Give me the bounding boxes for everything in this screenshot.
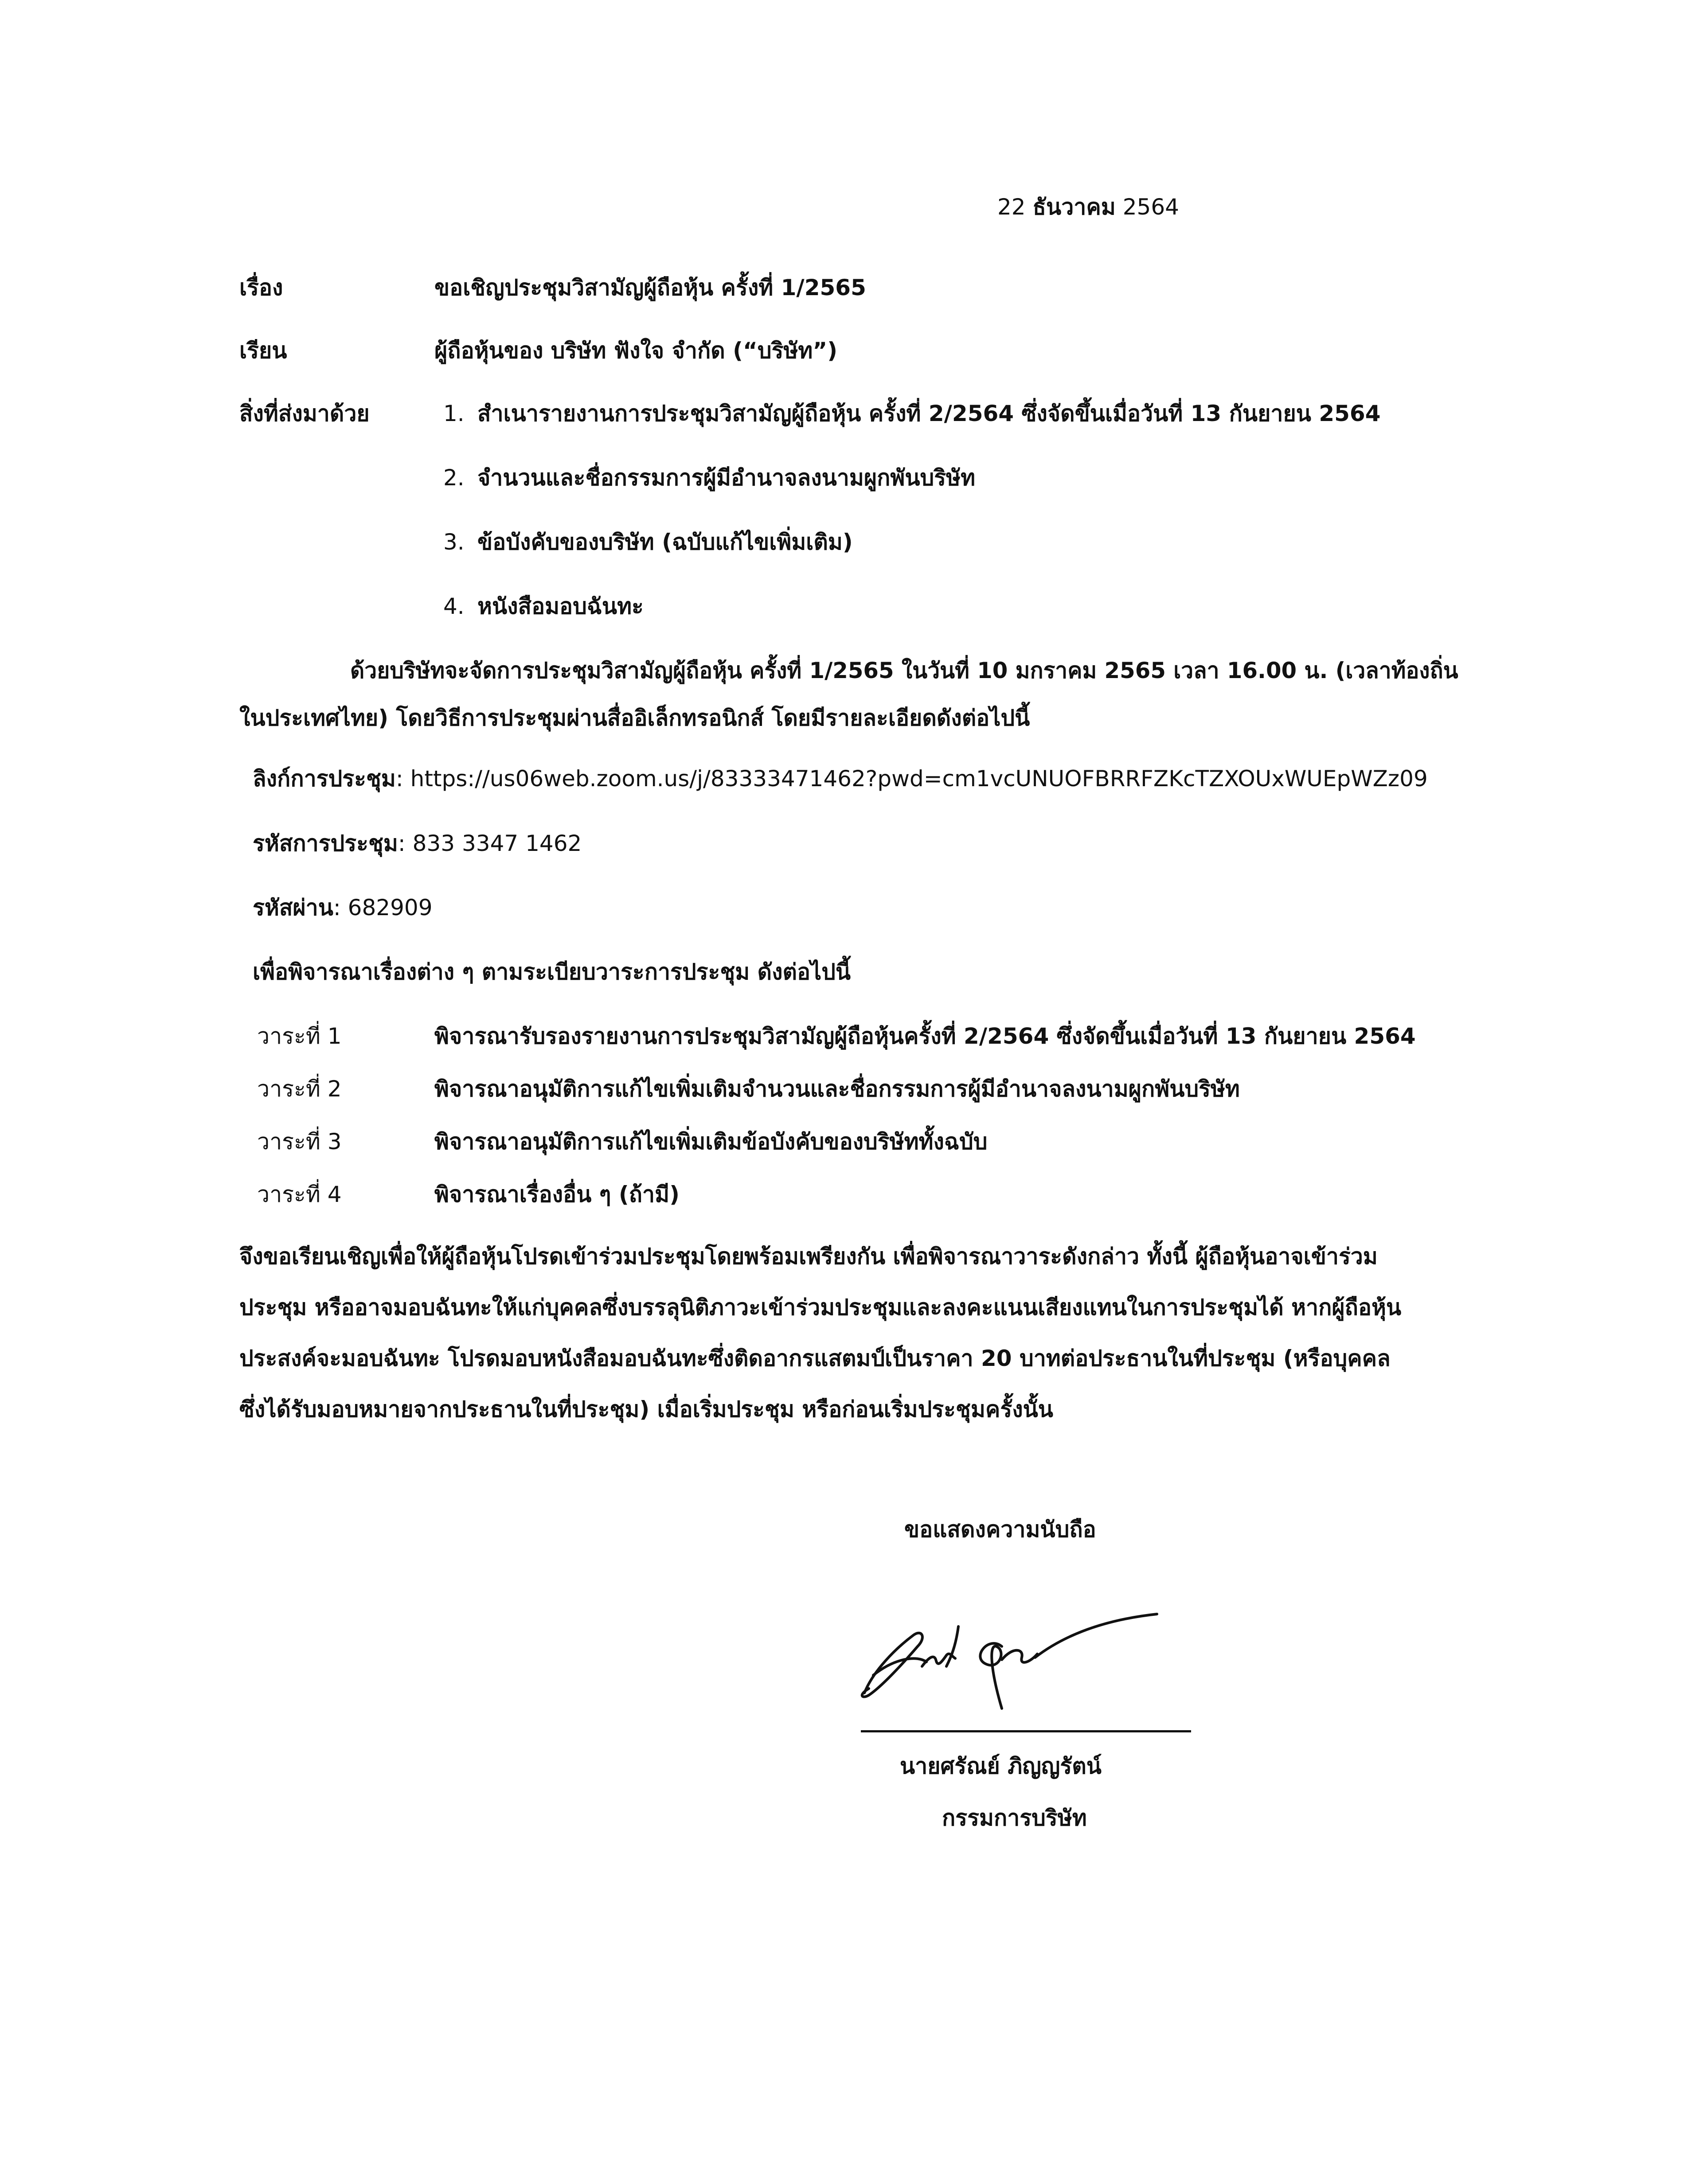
enclosure-number: 2. [443,465,465,491]
agenda-item: พิจารณาเรื่องอื่น ๆ (ถ้ามี) [434,1182,680,1207]
agenda-item: พิจารณารับรองรายงานการประชุมวิสามัญผู้ถือหุ้นครั้งที่ 2/2564 ซึ่งจัดขึ้นเมื่อวันที่ 13 กันยายน 2564 [434,1023,1416,1049]
letter-date [997,191,1179,222]
agenda-label: วาระที่ 3 [257,1129,342,1154]
closing-line: ประชุม หรืออาจมอบฉันทะให้แก่บุคคลซึ่งบรรลุนิติภาวะเข้าร่วมประชุมและลงคะแนนเสียงแทนในการประชุมได้ หากผู้ถือหุ้น [239,1295,1402,1320]
enclosure-item: จำนวนและชื่อกรรมการผู้มีอำนาจลงนามผูกพันบริษัท [477,465,976,491]
meeting-password-row: รหัสผ่าน: 682909 [253,895,433,920]
enclosures-label: สิ่งที่ส่งมาด้วย [239,401,370,426]
intro-line-2: ในประเทศไทย) โดยวิธีการประชุมผ่านสื่ออิเล็กทรอนิกส์ โดยมีรายละเอียดดังต่อไปนี้ [239,705,1030,731]
handwritten-signature [856,1604,1192,1737]
agenda-intro: เพื่อพิจารณาเรื่องต่าง ๆ ตามระเบียบวาระการประชุม ดังต่อไปนี้ [253,959,851,985]
enclosure-item: สำเนารายงานการประชุมวิสามัญผู้ถือหุ้น ครั้งที่ 2/2564 ซึ่งจัดขึ้นเมื่อวันที่ 13 กันยายน 2564 [477,401,1381,426]
recipient-defined-term: บริษัท [757,338,813,363]
recipient-label: เรียน [239,338,287,363]
meeting-link[interactable]: https://us06web.zoom.us/j/83333471462?pwd=cm1vcUNUOFBRRFZKcTZXOUxWUEpWZz09 [410,766,1428,792]
meeting-password: 682909 [348,895,433,920]
closing-line: จึงขอเรียนเชิญเพื่อให้ผู้ถือหุ้นโปรดเข้าร่วมประชุมโดยพร้อมเพรียงกัน เพื่อพิจารณาวาระดังกล่าว ทั้งนี้ ผู้ถือหุ้นอาจเข้าร่วม [239,1244,1378,1269]
agenda-item: พิจารณาอนุมัติการแก้ไขเพิ่มเติมจำนวนและชื่อกรรมการผู้มีอำนาจลงนามผูกพันบริษัท [434,1076,1240,1102]
meeting-password-label: รหัสผ่าน [253,895,333,920]
enclosure-item: หนังสือมอบฉันทะ [477,593,644,619]
agenda-item: พิจารณาอนุมัติการแก้ไขเพิ่มเติมข้อบังคับของบริษัททั้งฉบับ [434,1129,988,1154]
meeting-id-row: รหัสการประชุม: 833 3347 1462 [253,831,582,856]
enclosure-number: 4. [443,593,465,619]
meeting-link-label: ลิงก์การประชุม [253,766,396,792]
intro-line-1: ด้วยบริษัทจะจัดการประชุมวิสามัญผู้ถือหุ้น ครั้งที่ 1/2565 ในวันที่ 10 มกราคม 2565 เวลา 16.00 น. (เวลาท้องถิ่น [350,658,1458,683]
meeting-id: 833 3347 1462 [412,831,582,856]
signatory-name: นายศรัณย์ ภิญญรัตน์ [900,1753,1102,1779]
date-year: 2564 [1122,194,1179,220]
subject-text: ขอเชิญประชุมวิสามัญผู้ถือหุ้น ครั้งที่ 1/2565 [434,275,866,300]
meeting-link-row: ลิงก์การประชุม: https://us06web.zoom.us/j/83333471462?pwd=cm1vcUNUOFBRRFZKcTZXOUxWUEpWZz09 [253,766,1428,792]
complimentary-close: ขอแสดงความนับถือ [904,1517,1096,1542]
signatory-title: กรรมการบริษัท [942,1805,1087,1831]
meeting-id-label: รหัสการประชุม [253,831,398,856]
recipient-suffix: ”) [813,338,838,363]
enclosure-number: 3. [443,529,465,555]
signature-line [861,1730,1191,1732]
date-month: ธันวาคม [1032,194,1116,220]
agenda-label: วาระที่ 2 [257,1076,342,1102]
date-day: 22 [997,194,1026,220]
agenda-label: วาระที่ 4 [257,1182,342,1207]
recipient-prefix: ผู้ถือหุ้นของ บริษัท ฟังใจ จำกัด (“ [434,338,758,363]
recipient-text [434,335,837,366]
closing-line: ประสงค์จะมอบฉันทะ โปรดมอบหนังสือมอบฉันทะซึ่งติดอากรแสตมป์เป็นราคา 20 บาทต่อประธานในที่ประชุม (หรือบุคคล [239,1346,1391,1371]
closing-line: ซึ่งได้รับมอบหมายจากประธานในที่ประชุม) เมื่อเริ่มประชุม หรือก่อนเริ่มประชุมครั้งนั้น [239,1396,1053,1422]
agenda-label: วาระที่ 1 [257,1023,342,1049]
enclosure-number: 1. [443,401,465,426]
enclosure-item: ข้อบังคับของบริษัท (ฉบับแก้ไขเพิ่มเติม) [477,529,853,555]
subject-label: เรื่อง [239,275,283,300]
